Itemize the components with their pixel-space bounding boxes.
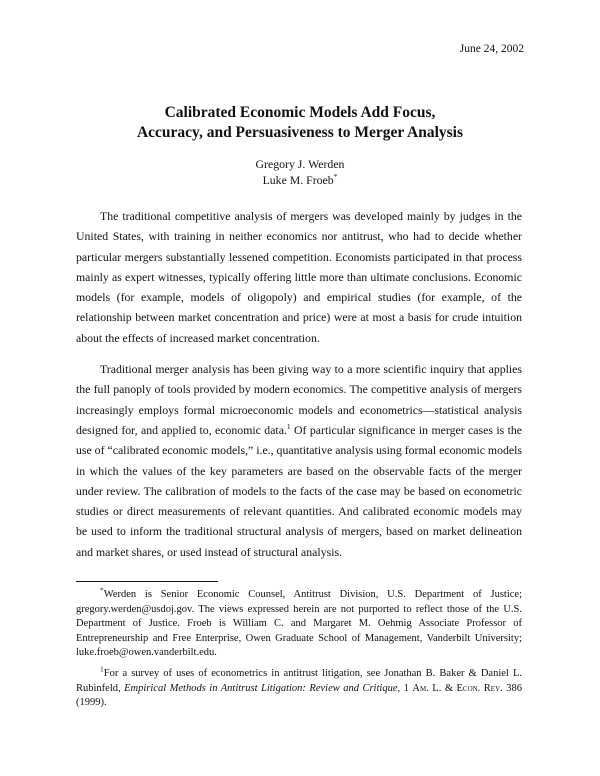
footnote-text: Werden is Senior Economic Counsel, Antitrust Division, U.S. Department of Justice; gregory.werden@usdoj.gov. The views expressed herein are not purported to reflect those of the U.S. Department of Justice. Froeb is William C. and Margaret M. Oehmig Associate Professor of Entrepreneurship and Free Enterprise, Owen Graduate School of Management, Vanderbilt University; luke.froeb@owen.vanderbilt.edu. bbox=[76, 589, 522, 659]
cited-journal: Am. L. & Econ. Rev. bbox=[412, 682, 503, 694]
footnote-text: , 1 bbox=[397, 682, 413, 694]
body-text bbox=[76, 206, 522, 573]
paper-title bbox=[0, 103, 600, 143]
author-name: Gregory J. Werden bbox=[255, 157, 345, 171]
footnote-separator bbox=[76, 581, 218, 582]
document-date: June 24, 2002 bbox=[459, 43, 524, 55]
author-line bbox=[0, 156, 600, 172]
cited-article-title: Empirical Methods in Antitrust Litigation: Review and Critique bbox=[124, 682, 398, 694]
paragraph-text: Of particular significance in merger cases is the use of “calibrated economic models,” i.e., quantitative analysis using formal economic models in which the values of the key parameters are based on the observable facts of the merger under review. The calibration of models to the facts of the case may be based on econometric studies or direct measurements of relevant quantities. And calibrated economic models may be used to inform the traditional structural analysis of mergers, based on market delineation and market shares, or used instead of structural analysis. bbox=[76, 422, 522, 559]
title-line-2: Accuracy, and Persuasiveness to Merger Analysis bbox=[136, 124, 464, 141]
author-line bbox=[0, 172, 600, 188]
paragraph bbox=[76, 359, 522, 562]
footnote bbox=[76, 585, 522, 661]
paragraph: The traditional competitive analysis of mergers was developed mainly by judges in the United States, with training in neither economics nor antitrust, who had to decide whether particular mergers substantially lessened competition. Economists participated in that process mainly as expert witnesses, typically offering little more than ultimate conclusions. Economic models (for example, models of oligopoly) and empirical studies (for example, of the relationship between market concentration and price) were at most a basis for crude intuition about the effects of increased market concentration. bbox=[76, 209, 522, 345]
footnote-text: 386 (1999). bbox=[76, 682, 523, 709]
footnote-reference[interactable]: 1 bbox=[286, 422, 291, 432]
footnotes bbox=[76, 585, 523, 717]
footnote-mark: 1 bbox=[100, 664, 104, 674]
author-list bbox=[0, 156, 600, 188]
footnote bbox=[76, 664, 523, 711]
paragraph-text: Traditional merger analysis has been giving way to a more scientific inquiry that applies the full panoply of tools provided by modern economics. The competitive analysis of mergers increasingly employs formal microeconomic models and econometrics—statistical analysis designed for, and applied to, economic data. bbox=[76, 362, 522, 437]
author-footnote-mark: * bbox=[333, 172, 338, 182]
author-name: Luke M. Froeb bbox=[262, 173, 334, 187]
footnote-text: For a survey of uses of econometrics in antitrust litigation, see Jonathan B. Baker & Daniel L. Rubinfeld, bbox=[76, 667, 522, 694]
footnote-mark: * bbox=[100, 585, 104, 595]
title-line-1: Calibrated Economic Models Add Focus, bbox=[164, 104, 436, 121]
